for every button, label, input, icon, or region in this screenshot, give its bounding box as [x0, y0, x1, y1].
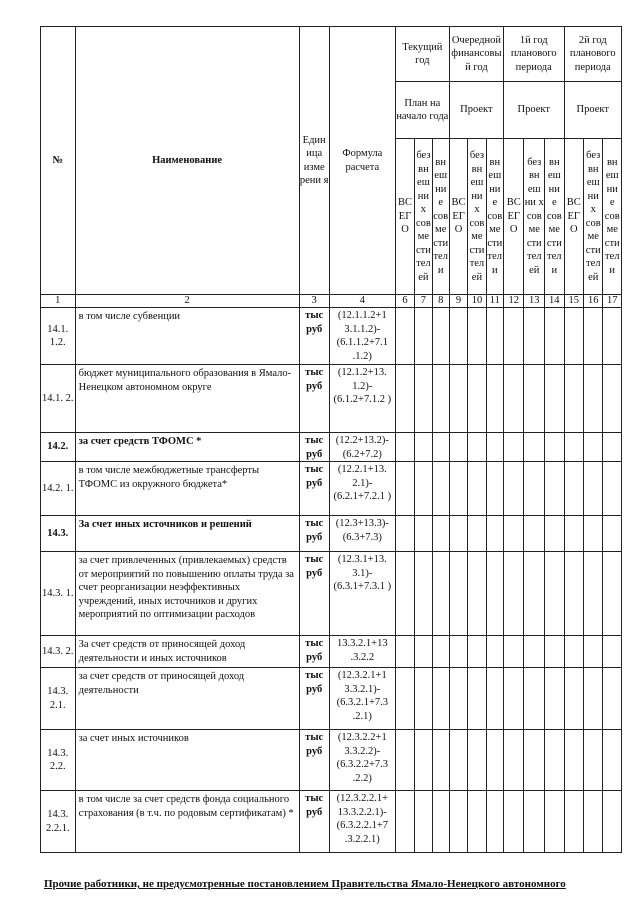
empty-value-cell — [486, 668, 503, 730]
header-no-ext-4: без вн еш ни х сов ме сти тел ей — [584, 139, 603, 295]
empty-value-cell — [432, 365, 449, 433]
empty-value-cell — [603, 433, 622, 462]
row-name: За счет иных источников и решений — [75, 516, 299, 552]
empty-value-cell — [449, 730, 467, 791]
column-number: 6 — [395, 295, 414, 308]
header-total-4: ВС ЕГ О — [564, 139, 583, 295]
row-formula: (12.3.2.1+1 3.3.2.1)- (6.3.2.1+7.3 .2.1) — [329, 668, 395, 730]
row-number: 14.2. — [41, 433, 76, 462]
column-number: 4 — [329, 295, 395, 308]
empty-value-cell — [524, 365, 545, 433]
empty-value-cell — [415, 730, 432, 791]
header-ext-3: вн еш ни е сов ме сти тел и — [545, 139, 565, 295]
column-number: 14 — [545, 295, 565, 308]
row-formula: (12.3.2.2+1 3.3.2.2)- (6.3.2.2+7.3 .2.2) — [329, 730, 395, 791]
empty-value-cell — [415, 552, 432, 636]
empty-value-cell — [564, 365, 583, 433]
empty-value-cell — [545, 791, 565, 853]
empty-value-cell — [486, 636, 503, 668]
data-rows — [41, 308, 622, 853]
empty-value-cell — [432, 433, 449, 462]
header-total-3: ВС ЕГ О — [503, 139, 524, 295]
row-number: 14.3. 1. — [41, 552, 76, 636]
header-no-ext-2: без вн еш ни х сов ме сти тел ей — [468, 139, 486, 295]
empty-value-cell — [603, 730, 622, 791]
empty-value-cell — [503, 433, 524, 462]
empty-value-cell — [468, 552, 486, 636]
empty-value-cell — [564, 668, 583, 730]
empty-value-cell — [449, 552, 467, 636]
row-name: в том числе субвенции — [75, 308, 299, 365]
empty-value-cell — [395, 552, 414, 636]
empty-value-cell — [415, 516, 432, 552]
row-name: за счет иных источников — [75, 730, 299, 791]
column-number: 9 — [449, 295, 467, 308]
row-number: 14.3. 2.2. — [41, 730, 76, 791]
column-number: 11 — [486, 295, 503, 308]
empty-value-cell — [545, 308, 565, 365]
row-name: За счет средств от приносящей доход деятельности и иных источников — [75, 636, 299, 668]
header-no-ext-1: без вн еш ни х сов ме сти тел ей — [415, 139, 432, 295]
empty-value-cell — [524, 308, 545, 365]
empty-value-cell — [564, 516, 583, 552]
column-number: 16 — [584, 295, 603, 308]
empty-value-cell — [415, 308, 432, 365]
row-number: 14.3. 2.2.1. — [41, 791, 76, 853]
empty-value-cell — [449, 516, 467, 552]
empty-value-cell — [432, 636, 449, 668]
empty-value-cell — [503, 552, 524, 636]
empty-value-cell — [468, 730, 486, 791]
header-period-plan2: 2й год планового периода — [564, 27, 621, 82]
row-number: 14.3. 2. — [41, 636, 76, 668]
row-name: бюджет муниципального образования в Ямало-Ненецком автономном округе — [75, 365, 299, 433]
empty-value-cell — [486, 308, 503, 365]
empty-value-cell — [468, 668, 486, 730]
empty-value-cell — [468, 636, 486, 668]
empty-value-cell — [449, 308, 467, 365]
empty-value-cell — [524, 516, 545, 552]
empty-value-cell — [584, 552, 603, 636]
empty-value-cell — [449, 433, 467, 462]
row-unit: тыс руб — [299, 668, 329, 730]
empty-value-cell — [432, 730, 449, 791]
empty-value-cell — [584, 791, 603, 853]
header-ext-4: вн еш ни е сов ме сти тел и — [603, 139, 622, 295]
empty-value-cell — [503, 308, 524, 365]
row-formula: (12.3+13.3)- (6.3+7.3) — [329, 516, 395, 552]
header-unit: Един ица изме рени я — [299, 27, 329, 295]
empty-value-cell — [486, 552, 503, 636]
empty-value-cell — [395, 433, 414, 462]
row-formula: (12.2+13.2)- (6.2+7.2) — [329, 433, 395, 462]
empty-value-cell — [564, 433, 583, 462]
empty-value-cell — [449, 365, 467, 433]
empty-value-cell — [468, 516, 486, 552]
empty-value-cell — [524, 668, 545, 730]
empty-value-cell — [584, 308, 603, 365]
empty-value-cell — [603, 462, 622, 516]
empty-value-cell — [415, 636, 432, 668]
empty-value-cell — [545, 433, 565, 462]
header-sub-plan1: Проект — [503, 82, 564, 139]
column-number: 10 — [468, 295, 486, 308]
row-name: в том числе межбюджетные трансферты ТФОМС из окружного бюджета* — [75, 462, 299, 516]
row-number: 14.2. 1. — [41, 462, 76, 516]
empty-value-cell — [524, 791, 545, 853]
empty-value-cell — [603, 791, 622, 853]
empty-value-cell — [395, 462, 414, 516]
row-formula: (12.2.1+13. 2.1)- (6.2.1+7.2.1 ) — [329, 462, 395, 516]
row-unit: тыс руб — [299, 516, 329, 552]
empty-value-cell — [449, 636, 467, 668]
table-row — [41, 516, 622, 552]
header-period-next: Очередной финансовы й год — [449, 27, 503, 82]
empty-value-cell — [432, 308, 449, 365]
row-formula: (12.1.1.2+1 3.1.1.2)- (6.1.1.2+7.1 .1.2) — [329, 308, 395, 365]
column-number-row — [41, 295, 622, 308]
row-formula: (12.3.1+13. 3.1)- (6.3.1+7.3.1 ) — [329, 552, 395, 636]
budget-table — [40, 26, 622, 853]
row-name: за счет средств от приносящей доход деятельности — [75, 668, 299, 730]
empty-value-cell — [486, 433, 503, 462]
table-row — [41, 668, 622, 730]
empty-value-cell — [395, 668, 414, 730]
empty-value-cell — [468, 365, 486, 433]
empty-value-cell — [564, 636, 583, 668]
empty-value-cell — [564, 730, 583, 791]
header-total-2: ВС ЕГ О — [449, 139, 467, 295]
row-formula: 13.3.2.1+13 .3.2.2 — [329, 636, 395, 668]
table-row — [41, 433, 622, 462]
empty-value-cell — [584, 636, 603, 668]
empty-value-cell — [603, 516, 622, 552]
empty-value-cell — [432, 552, 449, 636]
row-number: 14.1. 1.2. — [41, 308, 76, 365]
empty-value-cell — [432, 668, 449, 730]
header-formula: Формула расчета — [329, 27, 395, 295]
empty-value-cell — [432, 791, 449, 853]
table-row — [41, 462, 622, 516]
column-number: 13 — [524, 295, 545, 308]
row-unit: тыс руб — [299, 433, 329, 462]
empty-value-cell — [503, 636, 524, 668]
empty-value-cell — [524, 636, 545, 668]
empty-value-cell — [584, 668, 603, 730]
header-sub-next: Проект — [449, 82, 503, 139]
row-formula: (12.1.2+13. 1.2)- (6.1.2+7.1.2 ) — [329, 365, 395, 433]
empty-value-cell — [564, 308, 583, 365]
empty-value-cell — [603, 636, 622, 668]
row-unit: тыс руб — [299, 462, 329, 516]
empty-value-cell — [564, 552, 583, 636]
empty-value-cell — [503, 668, 524, 730]
header-period-plan1: 1й год планового периода — [503, 27, 564, 82]
empty-value-cell — [468, 462, 486, 516]
header-ext-1: вн еш ни е сов ме сти тел и — [432, 139, 449, 295]
row-unit: тыс руб — [299, 730, 329, 791]
empty-value-cell — [449, 462, 467, 516]
empty-value-cell — [486, 516, 503, 552]
empty-value-cell — [603, 668, 622, 730]
empty-value-cell — [486, 462, 503, 516]
column-number: 8 — [432, 295, 449, 308]
row-number: 14.1. 2. — [41, 365, 76, 433]
empty-value-cell — [584, 462, 603, 516]
empty-value-cell — [449, 791, 467, 853]
header-sub-current: План на начало года — [395, 82, 449, 139]
table-row — [41, 791, 622, 853]
row-name: в том числе за счет средств фонда социального страхования (в т.ч. по родовым сертификатам) * — [75, 791, 299, 853]
header-ext-2: вн еш ни е сов ме сти тел и — [486, 139, 503, 295]
empty-value-cell — [603, 365, 622, 433]
table-row — [41, 308, 622, 365]
row-number: 14.3. 2.1. — [41, 668, 76, 730]
empty-value-cell — [432, 516, 449, 552]
empty-value-cell — [503, 730, 524, 791]
empty-value-cell — [503, 365, 524, 433]
empty-value-cell — [503, 791, 524, 853]
column-number: 17 — [603, 295, 622, 308]
empty-value-cell — [524, 552, 545, 636]
empty-value-cell — [395, 791, 414, 853]
empty-value-cell — [395, 636, 414, 668]
empty-value-cell — [395, 730, 414, 791]
table-row — [41, 365, 622, 433]
table-row — [41, 552, 622, 636]
empty-value-cell — [415, 365, 432, 433]
empty-value-cell — [395, 308, 414, 365]
empty-value-cell — [564, 462, 583, 516]
empty-value-cell — [603, 308, 622, 365]
header-no: № — [41, 27, 76, 295]
table-row — [41, 636, 622, 668]
empty-value-cell — [524, 433, 545, 462]
empty-value-cell — [584, 433, 603, 462]
empty-value-cell — [395, 365, 414, 433]
row-unit: тыс руб — [299, 552, 329, 636]
empty-value-cell — [395, 516, 414, 552]
column-number: 12 — [503, 295, 524, 308]
empty-value-cell — [545, 516, 565, 552]
empty-value-cell — [545, 462, 565, 516]
empty-value-cell — [545, 552, 565, 636]
empty-value-cell — [415, 668, 432, 730]
empty-value-cell — [584, 516, 603, 552]
empty-value-cell — [486, 365, 503, 433]
column-number: 15 — [564, 295, 583, 308]
empty-value-cell — [415, 462, 432, 516]
column-number: 2 — [75, 295, 299, 308]
empty-value-cell — [503, 462, 524, 516]
row-formula: (12.3.2.2.1+ 13.3.2.2.1)- (6.3.2.2.1+7 .3.2.2.1) — [329, 791, 395, 853]
empty-value-cell — [486, 730, 503, 791]
column-number: 7 — [415, 295, 432, 308]
empty-value-cell — [468, 308, 486, 365]
empty-value-cell — [524, 730, 545, 791]
row-name: за счет привлеченных (привлекаемых) средств от мероприятий по повышению оплаты труда за счет реорганизации неэффективных учреждений, иных источников и других мероприятий по оптимизации расходов — [75, 552, 299, 636]
empty-value-cell — [584, 730, 603, 791]
empty-value-cell — [603, 552, 622, 636]
row-unit: тыс руб — [299, 308, 329, 365]
empty-value-cell — [545, 365, 565, 433]
footer-note: Прочие работники, не предусмотренные постановлением Правительства Ямало-Ненецкого автономного — [44, 878, 566, 890]
header-sub-plan2: Проект — [564, 82, 621, 139]
header-period-current: Текущий год — [395, 27, 449, 82]
empty-value-cell — [503, 516, 524, 552]
empty-value-cell — [524, 462, 545, 516]
column-number: 3 — [299, 295, 329, 308]
row-name: за счет средств ТФОМС * — [75, 433, 299, 462]
empty-value-cell — [564, 791, 583, 853]
empty-value-cell — [432, 462, 449, 516]
row-unit: тыс руб — [299, 636, 329, 668]
empty-value-cell — [545, 636, 565, 668]
column-number: 1 — [41, 295, 76, 308]
table-row — [41, 730, 622, 791]
empty-value-cell — [584, 365, 603, 433]
row-number: 14.3. — [41, 516, 76, 552]
empty-value-cell — [486, 791, 503, 853]
empty-value-cell — [545, 730, 565, 791]
row-unit: тыс руб — [299, 791, 329, 853]
empty-value-cell — [415, 791, 432, 853]
empty-value-cell — [545, 668, 565, 730]
row-unit: тыс руб — [299, 365, 329, 433]
header-name: Наименование — [75, 27, 299, 295]
header-no-ext-3: без вн еш ни х сов ме сти тел ей — [524, 139, 545, 295]
empty-value-cell — [415, 433, 432, 462]
empty-value-cell — [449, 668, 467, 730]
header-total-1: ВС ЕГ О — [395, 139, 414, 295]
empty-value-cell — [468, 433, 486, 462]
empty-value-cell — [468, 791, 486, 853]
